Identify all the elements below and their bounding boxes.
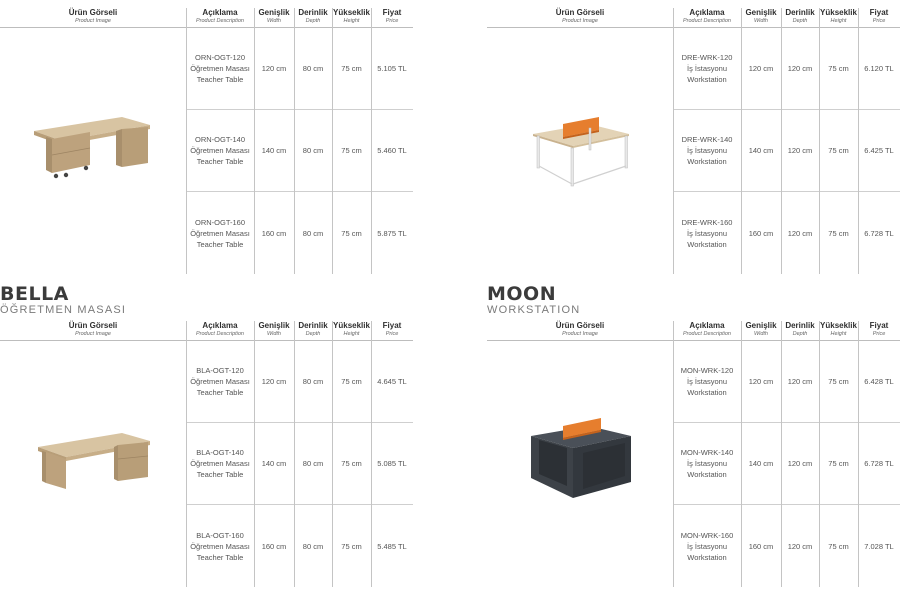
header-height: Yükseklik Height [820, 321, 857, 337]
header-depth: Derinlik Depth [298, 321, 328, 337]
header-depth: Derinlik Depth [785, 321, 815, 337]
product-description: ORN-OGT-140 Öğretmen Masası Teacher Table [190, 135, 250, 166]
header-price: Fiyat Price [869, 321, 889, 337]
product-description: BLA-OGT-140 Öğretmen Masası Teacher Table [190, 448, 250, 479]
height-value: 75 cm [828, 541, 849, 551]
depth-value: 80 cm [302, 377, 324, 386]
product-description: BLA-OGT-160 Öğretmen Masası Teacher Table [190, 530, 250, 562]
price-value: 6.728 TL [864, 228, 894, 238]
price-value: 5.485 TL [377, 541, 407, 551]
product-description: MON-WRK-160 İş İstasyonu Workstation [680, 530, 734, 562]
height-value: 75 cm [828, 64, 849, 73]
header-image: Ürün Görseli Product Image [555, 8, 605, 24]
price-table [0, 8, 413, 274]
price-value: 5.105 TL [377, 64, 407, 73]
header-width: Genişlik Width [258, 321, 290, 337]
width-value: 160 cm [261, 228, 287, 238]
price-value: 6.428 TL [864, 377, 894, 386]
workstation-white-frame-image [531, 108, 631, 193]
depth-value: 80 cm [302, 64, 324, 73]
product-description: ORN-OGT-120 Öğretmen Masası Teacher Table [190, 53, 250, 84]
depth-value: 120 cm [787, 228, 813, 238]
width-value: 140 cm [261, 459, 287, 468]
price-value: 6.425 TL [864, 146, 894, 155]
width-value: 120 cm [261, 377, 287, 386]
product-description: BLA-OGT-120 Öğretmen Masası Teacher Table [190, 366, 250, 397]
depth-value: 120 cm [787, 64, 813, 73]
width-value: 120 cm [261, 64, 287, 73]
header-image: Ürün Görseli Product Image [555, 321, 605, 337]
depth-value: 80 cm [302, 459, 324, 468]
header-description: Açıklama Product Description [196, 8, 244, 24]
header-price: Fiyat Price [382, 8, 402, 24]
width-value: 160 cm [748, 228, 774, 238]
height-value: 75 cm [341, 377, 362, 386]
price-value: 4.645 TL [377, 377, 407, 386]
header-price: Fiyat Price [382, 321, 402, 337]
height-value: 75 cm [828, 228, 849, 238]
header-description: Açıklama Product Description [196, 321, 244, 337]
price-value: 5.085 TL [377, 459, 407, 468]
product-description: MON-WRK-120 İş İstasyonu Workstation [680, 366, 734, 397]
header-image: Ürün Görseli Product Image [68, 321, 118, 337]
product-section-moon [487, 284, 900, 590]
teacher-desk-oak-image [34, 421, 154, 506]
section-subtitle: WORKSTATION [487, 304, 581, 316]
price-table [487, 321, 900, 587]
price-value: 5.460 TL [377, 146, 407, 155]
depth-value: 80 cm [302, 541, 324, 551]
section-subtitle: ÖĞRETMEN MASASI [0, 304, 127, 316]
width-value: 140 cm [748, 146, 774, 155]
header-width: Genişlik Width [258, 8, 290, 24]
header-width: Genişlik Width [745, 8, 777, 24]
price-table [487, 8, 900, 274]
width-value: 140 cm [261, 146, 287, 155]
price-value: 7.028 TL [864, 541, 894, 551]
header-height: Yükseklik Height [820, 8, 857, 24]
section-title: BELLA [0, 283, 69, 305]
price-value: 5.875 TL [377, 228, 407, 238]
price-value: 6.120 TL [864, 64, 894, 73]
product-section-teacher-table-top [0, 0, 413, 275]
header-depth: Derinlik Depth [785, 8, 815, 24]
depth-value: 120 cm [787, 541, 813, 551]
price-table [0, 321, 413, 587]
header-description: Açıklama Product Description [683, 321, 731, 337]
width-value: 160 cm [261, 541, 287, 551]
width-value: 120 cm [748, 377, 774, 386]
header-width: Genişlik Width [745, 321, 777, 337]
header-height: Yükseklik Height [333, 8, 370, 24]
depth-value: 80 cm [302, 228, 324, 238]
header-image: Ürün Görseli Product Image [68, 8, 118, 24]
height-value: 75 cm [828, 459, 849, 468]
product-description: ORN-OGT-160 Öğretmen Masası Teacher Table [190, 217, 250, 249]
width-value: 140 cm [748, 459, 774, 468]
height-value: 75 cm [828, 146, 849, 155]
depth-value: 120 cm [787, 459, 813, 468]
width-value: 160 cm [748, 541, 774, 551]
header-price: Fiyat Price [869, 8, 889, 24]
height-value: 75 cm [341, 64, 362, 73]
height-value: 75 cm [341, 459, 362, 468]
depth-value: 120 cm [787, 146, 813, 155]
height-value: 75 cm [341, 146, 362, 155]
product-description: DRE-WRK-140 İş İstasyonu Workstation [681, 135, 733, 166]
header-description: Açıklama Product Description [683, 8, 731, 24]
header-height: Yükseklik Height [333, 321, 370, 337]
workstation-anthracite-image [529, 406, 634, 506]
depth-value: 120 cm [787, 377, 813, 386]
width-value: 120 cm [748, 64, 774, 73]
height-value: 75 cm [341, 228, 362, 238]
header-depth: Derinlik Depth [298, 8, 328, 24]
product-section-workstation-top [487, 0, 900, 275]
depth-value: 80 cm [302, 146, 324, 155]
height-value: 75 cm [828, 377, 849, 386]
product-description: DRE-WRK-160 İş İstasyonu Workstation [681, 217, 733, 249]
product-description: MON-WRK-140 İş İstasyonu Workstation [680, 448, 734, 479]
section-title: MOON [487, 283, 557, 305]
height-value: 75 cm [341, 541, 362, 551]
product-section-bella [0, 284, 413, 590]
price-value: 6.728 TL [864, 459, 894, 468]
product-description: DRE-WRK-120 İş İstasyonu Workstation [681, 53, 733, 84]
teacher-desk-oak-image [30, 103, 155, 193]
